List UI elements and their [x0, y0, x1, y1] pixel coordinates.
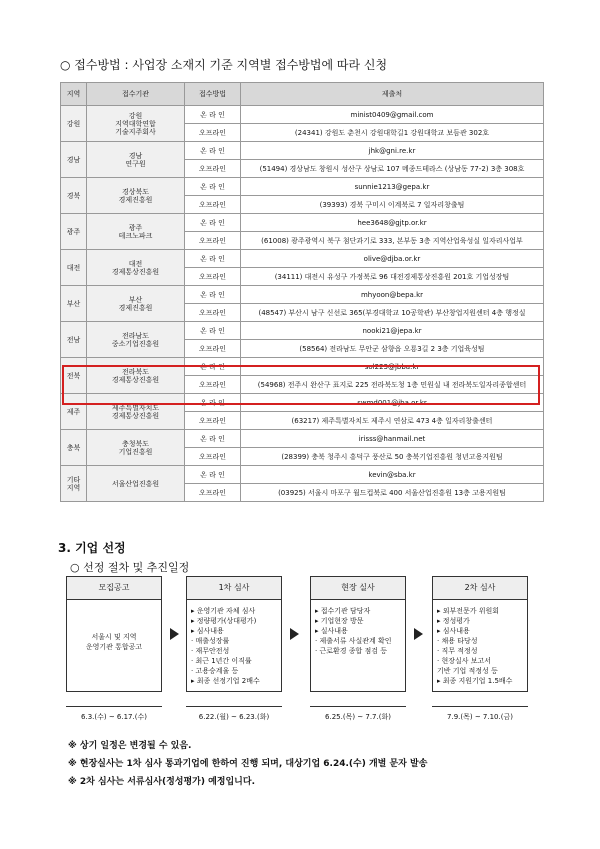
- region-cell: 경남: [61, 142, 87, 178]
- process-step-box: [186, 576, 282, 692]
- note-2: ※ 현장실사는 1차 심사 통과기업에 한하여 진행 되며, 대상기업 6.24.(수) 개별 문자 발송: [68, 759, 428, 769]
- agency-cell: 전라북도 경제통상진흥원: [87, 358, 185, 394]
- email-cell: olive@djba.or.kr: [241, 250, 544, 268]
- agency-cell: 제주특별자치도 경제통상진흥원: [87, 394, 185, 430]
- method-offline: 오프라인: [185, 448, 241, 466]
- submission-table: [60, 82, 544, 502]
- process-step-box: [66, 576, 162, 692]
- email-cell: minist0409@gmail.com: [241, 106, 544, 124]
- address-cell: (39393) 경북 구미시 이계북로 7 일자리창출팀: [241, 196, 544, 214]
- email-cell: kevin@sba.kr: [241, 466, 544, 484]
- step-title: 1차 심사: [187, 577, 281, 600]
- method-online: 온 라 인: [185, 106, 241, 124]
- email-cell: sol223@jbba.kr: [241, 358, 544, 376]
- agency-cell: 충청북도 기업진흥원: [87, 430, 185, 466]
- agency-cell: 서울산업진흥원: [87, 466, 185, 502]
- section-title: ○ 접수방법 : 사업장 소재지 기준 지역별 접수방법에 따라 신청: [60, 58, 388, 72]
- region-cell: 대전: [61, 250, 87, 286]
- step-date: 6.25.(목) ~ 7.7.(화): [325, 713, 391, 721]
- table-header-0: 지역: [61, 83, 87, 106]
- email-cell: irisss@hanmail.net: [241, 430, 544, 448]
- step-date: 6.3.(수) ~ 6.17.(수): [81, 713, 147, 721]
- step-title: 현장 실사: [311, 577, 405, 600]
- table-row: [61, 214, 544, 232]
- step-body: ▸ 외부전문가 위원회 ▸ 정성평가 ▸ 심사내용 · 채용 타당성 · 직무 적정성 · 현장실사 보고서 기반 기업 적정성 등 ▸ 최종 지원기업 1.5배수: [437, 607, 513, 685]
- agency-cell: 전라남도 중소기업진흥원: [87, 322, 185, 358]
- arrow-right-icon: [290, 628, 299, 640]
- note-3: ※ 2차 심사는 서류심사(정성평가) 예정입니다.: [68, 777, 255, 787]
- table-header-3: 제출처: [241, 83, 544, 106]
- agency-cell: 경남 연구원: [87, 142, 185, 178]
- method-online: 온 라 인: [185, 322, 241, 340]
- region-cell: 전북: [61, 358, 87, 394]
- table-header-1: 접수기관: [87, 83, 185, 106]
- address-cell: (54968) 전주시 완산구 표지로 225 전라북도청 1층 민원실 내 전라북도일자리종합센터: [241, 376, 544, 394]
- method-online: 온 라 인: [185, 466, 241, 484]
- method-offline: 오프라인: [185, 412, 241, 430]
- address-cell: (63217) 제주특별자치도 제주시 연삼로 473 4층 일자리창출센터: [241, 412, 544, 430]
- table-row: [61, 286, 544, 304]
- table-row: [61, 250, 544, 268]
- process-step-box: [432, 576, 528, 692]
- table-row: [61, 430, 544, 448]
- address-cell: (58564) 전라남도 무안군 삼향읍 오룡3길 2 3층 기업육성팀: [241, 340, 544, 358]
- email-cell: nooki21@jepa.kr: [241, 322, 544, 340]
- method-online: 온 라 인: [185, 358, 241, 376]
- highlight-box-jeonbuk: [62, 365, 540, 405]
- email-cell: jhk@gni.re.kr: [241, 142, 544, 160]
- date-divider: [432, 706, 528, 707]
- date-divider: [186, 706, 282, 707]
- method-online: 온 라 인: [185, 394, 241, 412]
- method-offline: 오프라인: [185, 124, 241, 142]
- region-cell: 기타 지역: [61, 466, 87, 502]
- method-online: 온 라 인: [185, 214, 241, 232]
- step-title: 2차 심사: [433, 577, 527, 600]
- step-body: ▸ 운영기관 자체 심사 ▸ 정량평가(상대평가) ▸ 심사내용 · 매출성장률 · 재무안전성 · 최근 1년간 이직률 · 고용승계율 등 ▸ 최종 선정기업 2배수: [191, 607, 260, 685]
- address-cell: (28399) 충북 청주시 흥덕구 풍산로 50 충북기업진흥원 청년고용지원팀: [241, 448, 544, 466]
- email-cell: hee3648@gjtp.or.kr: [241, 214, 544, 232]
- region-cell: 부산: [61, 286, 87, 322]
- step-body: ▸ 접수기관 담당자 ▸ 기업현장 방문 ▸ 실사내용 · 제출서류 사실관계 확인 · 근로환경 종합 점검 등: [315, 607, 392, 655]
- method-offline: 오프라인: [185, 160, 241, 178]
- method-online: 온 라 인: [185, 286, 241, 304]
- method-offline: 오프라인: [185, 232, 241, 250]
- section3-title: 3. 기업 선정: [58, 541, 126, 555]
- region-cell: 경북: [61, 178, 87, 214]
- email-cell: sunnie1213@gepa.kr: [241, 178, 544, 196]
- region-cell: 제주: [61, 394, 87, 430]
- method-offline: 오프라인: [185, 268, 241, 286]
- method-online: 온 라 인: [185, 142, 241, 160]
- table-row: [61, 142, 544, 160]
- method-online: 온 라 인: [185, 178, 241, 196]
- region-cell: 강원: [61, 106, 87, 142]
- note-1: ※ 상기 일정은 변경될 수 있음.: [68, 741, 192, 751]
- process-title: ○ 선정 절차 및 추진일정: [70, 561, 190, 574]
- arrow-right-icon: [414, 628, 423, 640]
- date-divider: [66, 706, 162, 707]
- address-cell: (48547) 부산시 남구 신선로 365(부경대학교 10공학관) 부산창업지원센터 4층 행정실: [241, 304, 544, 322]
- region-cell: 광주: [61, 214, 87, 250]
- agency-cell: 광주 테크노파크: [87, 214, 185, 250]
- method-online: 온 라 인: [185, 250, 241, 268]
- table-row: [61, 106, 544, 124]
- address-cell: (03925) 서울시 마포구 월드컵북로 400 서울산업진흥원 13층 고용지원팀: [241, 484, 544, 502]
- address-cell: (51494) 경상남도 창원시 성산구 상남로 107 메종드테라스 (상남동 77-2) 3층 308호: [241, 160, 544, 178]
- method-offline: 오프라인: [185, 340, 241, 358]
- region-cell: 전남: [61, 322, 87, 358]
- email-cell: swmd001@jba.or.kr: [241, 394, 544, 412]
- step-body: 서울시 및 지역 운영기관 통합공고: [85, 633, 143, 651]
- agency-cell: 강원 지역대학연합 기술지주회사: [87, 106, 185, 142]
- method-online: 온 라 인: [185, 430, 241, 448]
- method-offline: 오프라인: [185, 484, 241, 502]
- step-title: 모집공고: [67, 577, 161, 600]
- address-cell: (24341) 강원도 춘천시 강원대학길1 강원대학교 보듬관 302호: [241, 124, 544, 142]
- region-cell: 충북: [61, 430, 87, 466]
- method-offline: 오프라인: [185, 304, 241, 322]
- agency-cell: 부산 경제진흥원: [87, 286, 185, 322]
- table-header-2: 접수방법: [185, 83, 241, 106]
- table-row: [61, 466, 544, 484]
- step-date: 6.22.(월) ~ 6.23.(화): [198, 713, 270, 721]
- date-divider: [310, 706, 406, 707]
- table-row: [61, 178, 544, 196]
- arrow-right-icon: [170, 628, 179, 640]
- address-cell: (34111) 대전시 유성구 가정북로 96 대전경제통상진흥원 201호 기업성장팀: [241, 268, 544, 286]
- agency-cell: 대전 경제통상진흥원: [87, 250, 185, 286]
- method-offline: 오프라인: [185, 376, 241, 394]
- process-step-box: [310, 576, 406, 692]
- email-cell: mhyoon@bepa.kr: [241, 286, 544, 304]
- agency-cell: 경상북도 경제진흥원: [87, 178, 185, 214]
- step-date: 7.9.(목) ~ 7.10.(금): [447, 713, 513, 721]
- address-cell: (61008) 광주광역시 북구 첨단과기로 333, 본부동 3층 지역산업육성실 일자리사업부: [241, 232, 544, 250]
- method-offline: 오프라인: [185, 196, 241, 214]
- table-row: [61, 322, 544, 340]
